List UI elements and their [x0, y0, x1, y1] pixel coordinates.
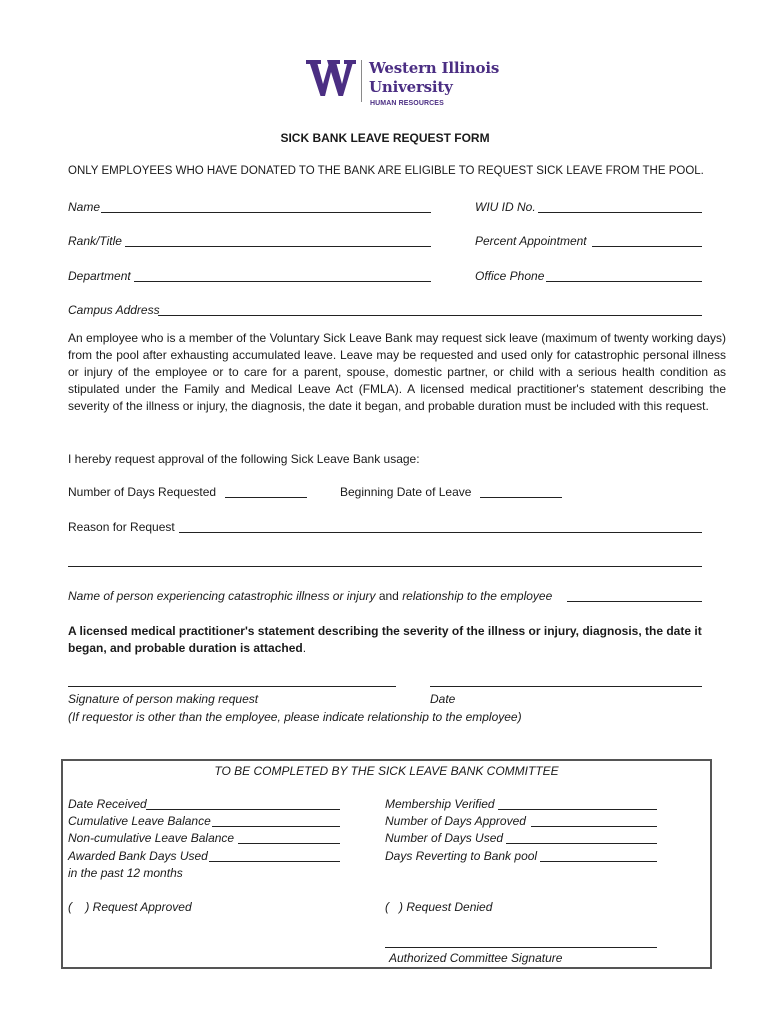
- signature-label: Signature of person making request: [68, 692, 259, 706]
- relationship-label-part: relationship to the employee: [402, 589, 553, 603]
- office-phone-field[interactable]: [546, 281, 702, 282]
- percent-appointment-field[interactable]: [592, 246, 702, 247]
- requestor-note: (If requestor is other than the employee, please indicate relationship to the employee): [68, 710, 522, 724]
- name-label: Name: [68, 200, 101, 214]
- department-field[interactable]: [134, 281, 431, 282]
- membership-verified-label: Membership Verified: [385, 797, 495, 811]
- eligibility-notice: ONLY EMPLOYEES WHO HAVE DONATED TO THE BANK ARE ELIGIBLE TO REQUEST SICK LEAVE FROM THE POOL.: [68, 165, 704, 177]
- person-and-text: and: [375, 589, 403, 603]
- date-label: Date: [430, 692, 456, 706]
- person-relationship-field[interactable]: [567, 601, 702, 602]
- logo-text-human-resources: HUMAN RESOURCES: [370, 100, 444, 107]
- statement-paragraph: [68, 623, 730, 657]
- cumulative-balance-label: Cumulative Leave Balance: [68, 814, 211, 828]
- statement-text: A licensed medical practitioner's statement describing the severity of the illness or injury, diagnosis, the date it began, and probable duration is attached: [68, 624, 702, 655]
- cumulative-balance-field[interactable]: [212, 826, 340, 827]
- date-received-label: Date Received: [68, 797, 147, 811]
- beginning-date-label: Beginning Date of Leave: [340, 485, 472, 499]
- date-received-field[interactable]: [146, 809, 340, 810]
- reason-field-line-2[interactable]: [68, 566, 702, 567]
- office-phone-label: Office Phone: [475, 269, 545, 283]
- committee-heading: TO BE COMPLETED BY THE SICK LEAVE BANK COMMITTEE: [214, 764, 559, 778]
- wiu-id-field[interactable]: [538, 212, 702, 213]
- logo-text-university: University: [369, 78, 453, 96]
- campus-address-label: Campus Address: [68, 303, 160, 317]
- form-title: SICK BANK LEAVE REQUEST FORM: [280, 131, 490, 145]
- signature-field[interactable]: [68, 686, 396, 687]
- days-reverting-label: Days Reverting to Bank pool: [385, 849, 538, 863]
- rank-title-field[interactable]: [125, 246, 431, 247]
- percent-appointment-label: Percent Appointment: [475, 234, 587, 248]
- department-label: Department: [68, 269, 131, 283]
- rank-title-label: Rank/Title: [68, 234, 122, 248]
- membership-verified-field[interactable]: [498, 809, 657, 810]
- wiu-id-label: WIU ID No.: [475, 200, 536, 214]
- noncumulative-balance-label: Non-cumulative Leave Balance: [68, 831, 235, 845]
- noncumulative-balance-field[interactable]: [238, 843, 340, 844]
- person-label-part: Name of person experiencing catastrophic illness or injury: [68, 589, 376, 603]
- person-relationship-label: [68, 589, 552, 603]
- awarded-days-field[interactable]: [209, 861, 340, 862]
- date-field[interactable]: [430, 686, 702, 687]
- days-approved-label: Number of Days Approved: [385, 814, 526, 828]
- reason-label: Reason for Request: [68, 520, 175, 534]
- days-used-label: Number of Days Used: [385, 831, 504, 845]
- awarded-days-label: Awarded Bank Days Used: [68, 849, 208, 863]
- name-field[interactable]: [101, 212, 431, 213]
- days-requested-label: Number of Days Requested: [68, 485, 217, 499]
- logo-text-western-illinois: Western Illinois: [369, 59, 500, 77]
- request-intro: I hereby request approval of the following Sick Leave Bank usage:: [68, 452, 420, 466]
- authorized-signature-field[interactable]: [385, 947, 657, 948]
- campus-address-field[interactable]: [158, 315, 702, 316]
- days-requested-field[interactable]: [225, 497, 307, 498]
- days-reverting-field[interactable]: [540, 861, 657, 862]
- description-paragraph: An employee who is a member of the Voluntary Sick Leave Bank may request sick leave (maximum of twenty working days) from the pool after exhausting accumulated leave. Leave may be requested and used only for catastrophic personal illness or injury of the employee or to care for a parent, spouse, domestic partner, or child with a serious health condition as stipulated under the Family and Medical Leave Act (FMLA). A licensed medical practitioner's statement describing the severity of the illness or injury, the diagnosis, the date it began, and probable duration must be included with this request.: [68, 331, 726, 413]
- days-approved-field[interactable]: [531, 826, 657, 827]
- beginning-date-field[interactable]: [480, 497, 562, 498]
- authorized-signature-label: Authorized Committee Signature: [389, 951, 563, 965]
- committee-section: [61, 759, 712, 969]
- wiu-w-logo-icon: [306, 60, 356, 96]
- request-denied-checkbox[interactable]: ( ) Request Denied: [385, 900, 493, 914]
- statement-period: .: [302, 641, 307, 655]
- reason-field[interactable]: [179, 532, 702, 533]
- past-12-months-label: in the past 12 months: [68, 866, 183, 880]
- logo-divider: [361, 60, 362, 102]
- days-used-field[interactable]: [506, 843, 657, 844]
- request-approved-checkbox[interactable]: ( ) Request Approved: [68, 900, 192, 914]
